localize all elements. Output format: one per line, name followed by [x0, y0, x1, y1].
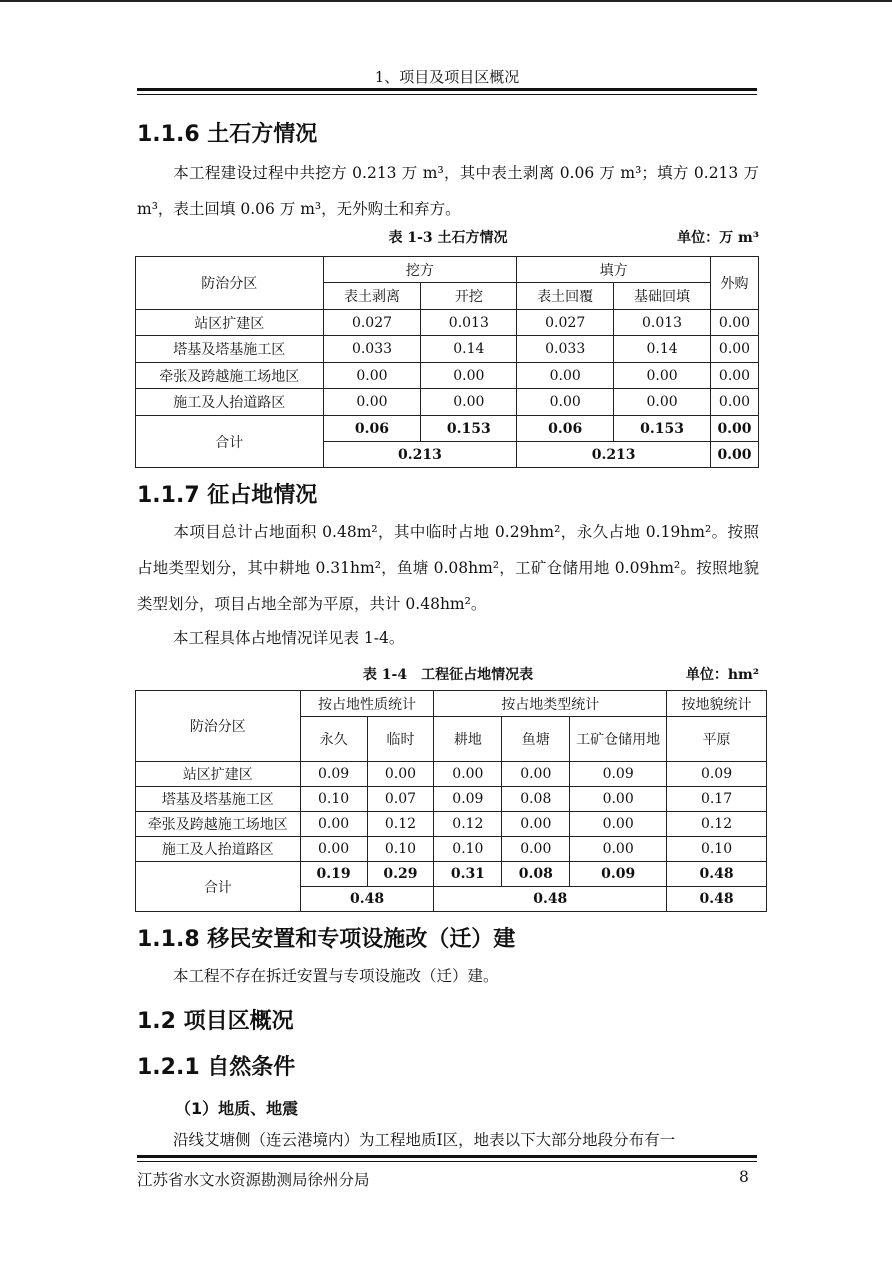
table-cell: 站区扩建区	[136, 762, 301, 787]
subheading-geology: （1）地质、地震	[175, 1099, 299, 1118]
table-cell: 0.00	[517, 389, 614, 416]
table-cell: 0.027	[517, 310, 614, 336]
table-cell: 站区扩建区	[136, 310, 324, 336]
table-cell: 0.00	[323, 389, 421, 416]
table-cell: 0.19	[300, 862, 367, 887]
table-header-topsoil-strip: 表土剥离	[323, 283, 421, 310]
table-cell: 0.00	[710, 389, 758, 416]
table-cell: 0.10	[367, 837, 434, 862]
table-cell: 0.027	[323, 310, 421, 336]
table-cell: 0.08	[502, 787, 570, 812]
table-cell: 0.06	[323, 416, 421, 442]
table-cell: 0.10	[434, 837, 502, 862]
table-cell: 0.00	[300, 812, 367, 837]
table-header-zone: 防治分区	[136, 691, 301, 762]
table-1-3-unit: 单位：万 m³	[677, 230, 759, 246]
table-cell: 0.14	[614, 336, 711, 363]
table-cell: 0.09	[570, 762, 667, 787]
table-header-purchase: 外购	[710, 257, 758, 310]
heading-1-2: 1.2 项目区概况	[137, 1009, 294, 1034]
table-header-by-landform: 按地貌统计	[667, 691, 767, 717]
table-cell: 0.00	[710, 363, 758, 389]
footer-rule-thick	[137, 1155, 757, 1158]
paragraph-resettlement	[137, 958, 759, 994]
table-cell: 0.48	[667, 887, 767, 912]
table-cell: 0.29	[367, 862, 434, 887]
table-cell: 0.17	[667, 787, 767, 812]
table-cell: 0.09	[434, 787, 502, 812]
table-header-dig: 挖方	[323, 257, 517, 283]
table-cell: 0.00	[517, 363, 614, 389]
header-rule-thick	[137, 88, 757, 91]
table-header-temporary: 临时	[367, 717, 434, 762]
table-cell: 0.12	[434, 812, 502, 837]
table-cell: 0.00	[502, 762, 570, 787]
table-header-excavate: 开挖	[421, 283, 517, 310]
table-cell: 0.06	[517, 416, 614, 442]
table-cell: 0.013	[421, 310, 517, 336]
table-cell: 0.00	[614, 363, 711, 389]
paragraph-earthwork-text: 本工程建设过程中共挖方 0.213 万 m³，其中表土剥离 0.06 万 m³；填方 0.213 万 m³，表土回填 0.06 万 m³，无外购土和弃方。	[137, 164, 759, 218]
table-cell: 0.09	[570, 862, 667, 887]
table-cell: 0.48	[667, 862, 767, 887]
heading-1-1-6: 1.1.6 土石方情况	[137, 122, 318, 147]
table-cell: 0.153	[421, 416, 517, 442]
table-header-foundation-fill: 基础回填	[614, 283, 711, 310]
table-1-4-caption: 表 1-4 工程征占地情况表	[362, 667, 534, 683]
paragraph-table-reference	[137, 620, 759, 656]
top-border	[0, 0, 892, 2]
table-cell: 0.153	[614, 416, 711, 442]
paragraph-geology-text: 沿线艾塘侧（连云港境内）为工程地质Ⅰ区，地表以下大部分地段分布有一	[173, 1131, 676, 1149]
table-1-4-unit: 单位：hm²	[685, 667, 759, 683]
table-cell: 0.033	[517, 336, 614, 363]
table-cell: 0.48	[434, 887, 667, 912]
table-cell: 0.09	[667, 762, 767, 787]
table-cell: 0.00	[421, 389, 517, 416]
footer-rule-thin	[137, 1161, 757, 1162]
table-cell: 0.00	[367, 762, 434, 787]
table-cell: 0.00	[570, 837, 667, 862]
table-cell: 0.07	[367, 787, 434, 812]
table-1-3-caption: 表 1-3 土石方情况	[388, 230, 508, 246]
table-cell: 0.00	[570, 812, 667, 837]
table-cell: 0.10	[667, 837, 767, 862]
table-row	[136, 363, 759, 389]
table-cell: 0.09	[300, 762, 367, 787]
table-cell: 0.00	[570, 787, 667, 812]
table-cell: 0.033	[323, 336, 421, 363]
table-cell: 0.48	[300, 887, 434, 912]
table-cell: 0.00	[300, 837, 367, 862]
table-cell: 0.08	[502, 862, 570, 887]
table-row	[136, 762, 767, 787]
table-cell: 0.00	[710, 310, 758, 336]
paragraph-land-occupation-text: 本项目总计占地面积 0.48m²，其中临时占地 0.29hm²，永久占地 0.19hm²。按照占地类型划分，其中耕地 0.31hm²，鱼塘 0.08hm²，工矿仓储用地 0.09hm²。按照地貌类型划分，项目占地全部为平原，共计 0.48hm²。	[137, 523, 759, 613]
table-cell: 0.12	[667, 812, 767, 837]
table-header-farmland: 耕地	[434, 717, 502, 762]
table-row	[136, 787, 767, 812]
table-header-permanent: 永久	[300, 717, 367, 762]
table-cell: 0.00	[502, 812, 570, 837]
table-cell: 0.00	[710, 442, 758, 468]
table-row	[136, 389, 759, 416]
table-header-fill: 填方	[517, 257, 711, 283]
table-header-by-nature: 按占地性质统计	[300, 691, 434, 717]
table-cell: 0.00	[710, 336, 758, 363]
table-cell: 0.00	[421, 363, 517, 389]
table-header-zone: 防治分区	[136, 257, 324, 310]
table-cell: 牵张及跨越施工场地区	[136, 812, 301, 837]
table-header-by-type: 按占地类型统计	[434, 691, 667, 717]
paragraph-resettlement-text: 本工程不存在拆迁安置与专项设施改（迁）建。	[173, 967, 499, 985]
footer-organization: 江苏省水文水资源勘测局徐州分局	[137, 1171, 370, 1189]
table-cell: 0.213	[517, 442, 711, 468]
table-cell: 0.00	[502, 837, 570, 862]
table-total-label: 合计	[136, 416, 324, 468]
earthwork-table	[135, 256, 759, 468]
table-cell: 塔基及塔基施工区	[136, 336, 324, 363]
table-header-topsoil-cover: 表土回覆	[517, 283, 614, 310]
table-cell: 0.00	[710, 416, 758, 442]
table-row	[136, 310, 759, 336]
table-cell: 0.12	[367, 812, 434, 837]
heading-1-2-1: 1.2.1 自然条件	[137, 1055, 296, 1080]
table-header-fishpond: 鱼塘	[502, 717, 570, 762]
table-cell: 施工及人抬道路区	[136, 389, 324, 416]
paragraph-table-reference-text: 本工程具体占地情况详见表 1-4。	[173, 629, 405, 647]
table-row	[136, 336, 759, 363]
paragraph-geology	[137, 1122, 759, 1158]
page-number: 8	[739, 1168, 749, 1186]
table-cell: 0.013	[614, 310, 711, 336]
table-row	[136, 812, 767, 837]
land-occupation-table	[135, 690, 767, 912]
table-total-row	[136, 862, 767, 887]
paragraph-earthwork	[137, 155, 759, 227]
table-cell: 0.14	[421, 336, 517, 363]
table-cell: 牵张及跨越施工场地区	[136, 363, 324, 389]
table-cell: 施工及人抬道路区	[136, 837, 301, 862]
running-header: 1、项目及项目区概况	[374, 68, 520, 86]
table-row	[136, 837, 767, 862]
table-header-industrial: 工矿仓储用地	[570, 717, 667, 762]
table-header-plain: 平原	[667, 717, 767, 762]
table-cell: 0.00	[434, 762, 502, 787]
table-total-row	[136, 416, 759, 442]
table-cell: 0.213	[323, 442, 517, 468]
table-cell: 0.00	[323, 363, 421, 389]
table-cell: 0.10	[300, 787, 367, 812]
header-rule-thin	[137, 94, 757, 95]
table-cell: 0.31	[434, 862, 502, 887]
heading-1-1-7: 1.1.7 征占地情况	[137, 483, 318, 508]
table-total-label: 合计	[136, 862, 301, 912]
table-cell: 0.00	[614, 389, 711, 416]
table-cell: 塔基及塔基施工区	[136, 787, 301, 812]
paragraph-land-occupation	[137, 514, 759, 622]
heading-1-1-8: 1.1.8 移民安置和专项设施改（迁）建	[137, 927, 516, 952]
